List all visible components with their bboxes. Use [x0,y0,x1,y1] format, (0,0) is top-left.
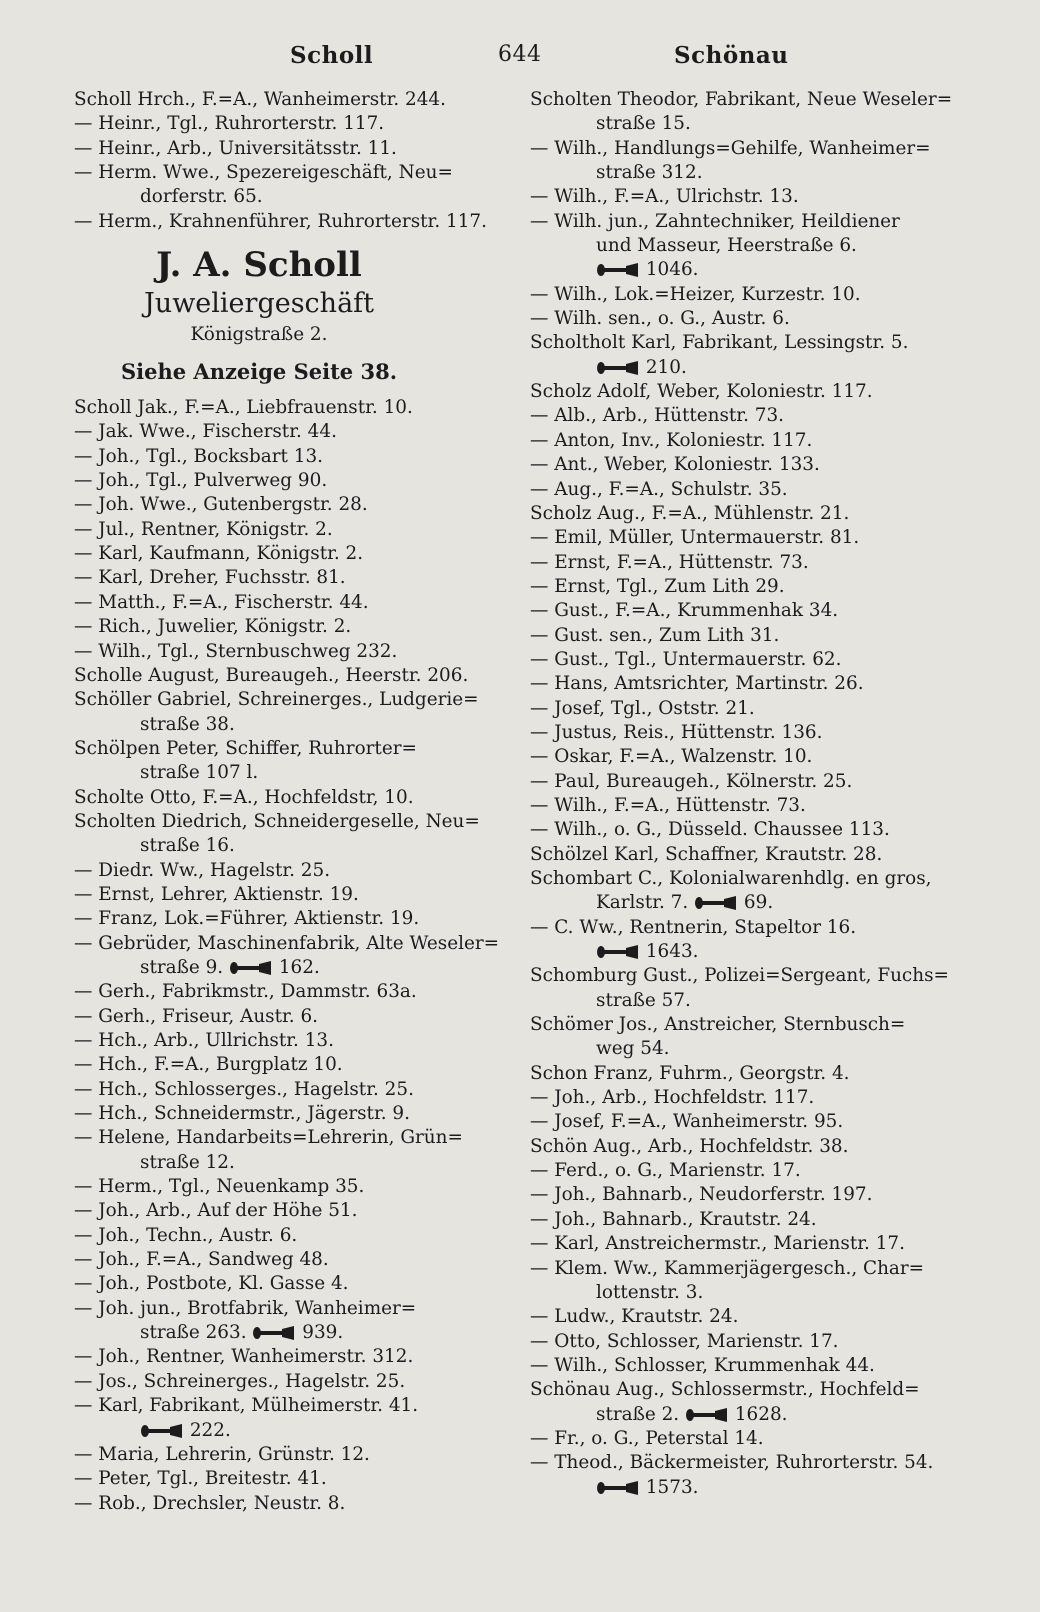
entry-text: — Joh., Rentner, Wanheimerstr. 312. [74,1346,414,1368]
directory-entry [74,112,504,136]
directory-entry [530,940,978,964]
directory-entry [530,1086,978,1110]
entry-text: straße 16. [140,835,235,857]
directory-entry [74,834,504,858]
entry-text: — Ernst, F.=A., Hüttenstr. 73. [530,551,809,573]
directory-entry [74,664,504,688]
entry-text: — Diedr. Ww., Hagelstr. 25. [74,859,331,881]
entry-text: Scholz Adolf, Weber, Koloniestr. 117. [530,381,873,403]
directory-entry [74,185,504,209]
directory-entry [74,1005,504,1029]
telephone-number: 69. [738,892,774,914]
directory-entry [530,1110,978,1134]
directory-entry [74,713,504,737]
entry-text: — Maria, Lehrerin, Grünstr. 12. [74,1443,370,1465]
entry-text: — Rich., Juwelier, Königstr. 2. [74,616,352,638]
directory-entry [74,810,504,834]
directory-entry [74,1053,504,1077]
entry-text: — Peter, Tgl., Breitestr. 41. [74,1468,327,1490]
entry-text: — Heinr., Tgl., Ruhrorterstr. 117. [74,113,385,135]
entry-text: Scholten Diedrich, Schneidergeselle, Neu= [74,810,480,832]
entry-text: — Ernst, Tgl., Zum Lith 29. [530,575,785,597]
directory-entry [74,1370,504,1394]
entry-text: — Rob., Drechsler, Neustr. 8. [74,1492,346,1514]
entry-text: lottenstr. 3. [596,1281,704,1303]
entry-text: weg 54. [596,1038,670,1060]
directory-entry [530,380,978,404]
entry-text: Schömer Jos., Anstreicher, Sternbusch= [530,1014,906,1036]
entry-text: — Wilh., Tgl., Sternbuschweg 232. [74,640,398,662]
page-number: 644 [498,42,542,67]
directory-entry [530,916,978,940]
entry-text: — Wilh., Schlosser, Krummenhak 44. [530,1354,875,1376]
directory-entry [74,907,504,931]
telephone-number: 939. [296,1322,344,1344]
entry-text: Scholle August, Bureaugeh., Heerstr. 206. [74,664,469,686]
directory-entry [530,258,978,282]
telephone-icon [694,896,738,910]
directory-entry [530,818,978,842]
telephone-number: 1643. [640,941,699,963]
directory-entry [74,420,504,444]
entry-text: straße 57. [596,989,691,1011]
entry-text: — Gebrüder, Maschinenfabrik, Alte Weseler= [74,932,500,954]
directory-entry [530,478,978,502]
entry-text: dorferstr. 65. [140,186,263,208]
directory-entry [74,1224,504,1248]
directory-entry [74,1151,504,1175]
directory-entry [74,956,504,980]
entry-text: — Wilh., Lok.=Heizer, Kurzestr. 10. [530,283,861,305]
entry-text: Scholl Jak., F.=A., Liebfrauenstr. 10. [74,397,413,419]
entry-text: — Herm., Krahnenführer, Ruhrorterstr. 117. [74,210,487,232]
ad-reference: Siehe Anzeige Seite 38. [120,359,398,385]
directory-entry [74,88,504,112]
telephone-icon [685,1408,729,1422]
entry-text: — Emil, Müller, Untermauerstr. 81. [530,527,860,549]
directory-entry [530,551,978,575]
directory-entry [530,161,978,185]
entry-text: straße 9. [140,956,224,978]
entry-text: — Helene, Handarbeits=Lehrerin, Grün= [74,1127,463,1149]
entry-text: Schon Franz, Fuhrm., Georgstr. 4. [530,1062,850,1084]
entry-text: straße 38. [140,713,235,735]
directory-entry [530,283,978,307]
directory-entry [530,867,978,891]
entry-text: Schölzel Karl, Schaffner, Krautstr. 28. [530,843,883,865]
directory-entry [530,1378,978,1402]
directory-entry [530,429,978,453]
entry-text: — Hch., Schlosserges., Hagelstr. 25. [74,1078,414,1100]
entry-text: Schöller Gabriel, Schreinerges., Ludgerie= [74,689,479,711]
directory-entry [74,1297,504,1321]
entry-text: — Otto, Schlosser, Marienstr. 17. [530,1330,839,1352]
entry-text: — Ernst, Lehrer, Aktienstr. 19. [74,883,359,905]
directory-entry [530,1427,978,1451]
directory-entry [530,356,978,380]
right-column [530,88,978,1500]
directory-entry [74,1175,504,1199]
directory-entry [530,891,978,915]
directory-entry [530,453,978,477]
directory-entry [530,88,978,112]
entry-text: — Anton, Inv., Koloniestr. 117. [530,429,813,451]
directory-entry [74,1419,504,1443]
entry-text: — Joh., Arb., Auf der Höhe 51. [74,1200,358,1222]
directory-entry [74,737,504,761]
entry-text: — Herm. Wwe., Spezereigeschäft, Neu= [74,162,453,184]
entry-text: — Paul, Bureaugeh., Kölnerstr. 25. [530,770,853,792]
directory-entry [530,1281,978,1305]
entry-text: — Hch., Arb., Ullrichstr. 13. [74,1030,334,1051]
entry-text: straße 107 l. [140,762,259,784]
entry-text: Schönau Aug., Schlossermstr., Hochfeld= [530,1379,920,1401]
directory-entry [530,721,978,745]
directory-entry [74,1492,504,1516]
telephone-icon [596,1481,640,1495]
entry-text: Scholz Aug., F.=A., Mühlenstr. 21. [530,502,850,524]
telephone-icon [596,263,640,277]
entry-text: — Hans, Amtsrichter, Martinstr. 26. [530,673,864,695]
entry-text: Scholtholt Karl, Fabrikant, Lessingstr. 5. [530,332,909,354]
directory-entry [74,445,504,469]
directory-entry [530,624,978,648]
entry-text: — Karl, Kaufmann, Königstr. 2. [74,543,364,565]
entry-text: — Wilh., F.=A., Hüttenstr. 73. [530,794,806,816]
entry-text: straße 15. [596,113,691,135]
directory-entry [74,210,504,234]
entry-text: — Wilh., Handlungs=Gehilfe, Wanheimer= [530,137,931,159]
directory-entry [530,1330,978,1354]
directory-entry [74,640,504,664]
entry-text: — Aug., F.=A., Schulstr. 35. [530,478,788,500]
telephone-number: 1573. [640,1476,699,1498]
entry-text: — Jos., Schreinerges., Hagelstr. 25. [74,1370,406,1392]
directory-entry [530,1159,978,1183]
entry-text: — Klem. Ww., Kammerjägergesch., Char= [530,1257,925,1279]
ad-business: Juweliergeschäft [143,288,375,320]
directory-entry [74,493,504,517]
entry-text: — Matth., F.=A., Fischerstr. 44. [74,591,369,613]
entry-text: — Theod., Bäckermeister, Ruhrorterstr. 54. [530,1452,934,1474]
directory-entry [530,1476,978,1500]
entry-text: — Gust., Tgl., Untermauerstr. 62. [530,648,842,670]
left-entries-bottom [74,396,504,1516]
directory-entry [74,1467,504,1491]
left-column [74,88,504,1516]
entry-text: und Masseur, Heerstraße 6. [596,235,857,257]
entry-text: — Hch., Schneidermstr., Jägerstr. 9. [74,1103,410,1125]
advertisement [74,242,444,394]
entry-text: — Karl, Fabrikant, Mülheimerstr. 41. [74,1395,419,1417]
directory-entry [530,575,978,599]
directory-entry [74,1029,504,1053]
entry-text: — Fr., o. G., Peterstal 14. [530,1427,764,1449]
directory-entry [74,932,504,956]
entry-text: — Gust. sen., Zum Lith 31. [530,624,780,646]
directory-entry [530,1354,978,1378]
entry-text: — Hch., F.=A., Burgplatz 10. [74,1054,343,1076]
directory-entry [530,1257,978,1281]
directory-entry [530,137,978,161]
telephone-number: 210. [640,356,687,378]
directory-entry [74,1248,504,1272]
entry-text: — Gerh., Friseur, Austr. 6. [74,1005,319,1027]
directory-entry [74,1102,504,1126]
entry-text: Karlstr. 7. [596,892,689,914]
directory-entry [74,542,504,566]
entry-text: — Joh., Bahnarb., Krautstr. 24. [530,1208,817,1230]
telephone-icon [252,1326,296,1340]
directory-entry [74,688,504,712]
directory-entry [530,648,978,672]
entry-text: — Jul., Rentner, Königstr. 2. [74,518,333,540]
directory-entry [530,1232,978,1256]
entry-text: — Joh. jun., Brotfabrik, Wanheimer= [74,1297,417,1319]
telephone-icon [596,945,640,959]
entry-text: — Joh., Tgl., Bocksbart 13. [74,445,324,467]
directory-entry [74,566,504,590]
directory-entry [530,307,978,331]
entry-text: — Josef, F.=A., Wanheimerstr. 95. [530,1111,844,1133]
entry-text: straße 12. [140,1151,235,1173]
entry-text: Schomburg Gust., Polizei=Sergeant, Fuchs= [530,965,949,987]
entry-text: — Wilh. sen., o. G., Austr. 6. [530,308,790,330]
directory-entry [74,615,504,639]
directory-entry [74,469,504,493]
directory-entry [530,1135,978,1159]
directory-entry [74,396,504,420]
directory-entry [530,843,978,867]
telephone-number: 222. [184,1419,231,1441]
entry-text: — Josef, Tgl., Oststr. 21. [530,697,755,719]
entry-text: — Alb., Arb., Hüttenstr. 73. [530,405,785,427]
entry-text: — C. Ww., Rentnerin, Stapeltor 16. [530,916,857,938]
entry-text: — Oskar, F.=A., Walzenstr. 10. [530,746,813,768]
directory-entry [74,1321,504,1345]
directory-entry [530,794,978,818]
entry-text: — Joh., Postbote, Kl. Gasse 4. [74,1273,349,1295]
entry-text: — Justus, Reis., Hüttenstr. 136. [530,721,823,743]
ad-street: Königstraße 2. [190,324,328,346]
entry-text: — Joh., Arb., Hochfeldstr. 117. [530,1087,815,1109]
directory-entry [530,1208,978,1232]
entry-text: — Joh. Wwe., Gutenbergstr. 28. [74,494,368,516]
telephone-icon [140,1424,184,1438]
running-head-right: Schönau [674,42,789,69]
directory-entry [74,1345,504,1369]
entry-text: — Ferd., o. G., Marienstr. 17. [530,1160,801,1182]
entry-text: — Jak. Wwe., Fischerstr. 44. [74,421,337,443]
directory-entry [530,964,978,988]
entry-text: — Joh., Tgl., Pulverweg 90. [74,470,328,492]
directory-entry [530,599,978,623]
directory-entry [530,185,978,209]
entry-text: — Wilh., F.=A., Ulrichstr. 13. [530,186,799,208]
entry-text: Scholten Theodor, Fabrikant, Neue Weseler= [530,89,953,110]
directory-entry [74,980,504,1004]
directory-entry [530,112,978,136]
running-head-left: Scholl [290,42,374,69]
directory-entry [530,1013,978,1037]
entry-text: — Heinr., Arb., Universitätsstr. 11. [74,137,397,159]
directory-entry [74,1126,504,1150]
directory-entry [74,591,504,615]
entry-text: Scholte Otto, F.=A., Hochfeldstr, 10. [74,786,414,808]
directory-entry [530,1062,978,1086]
entry-text: Schön Aug., Arb., Hochfeldstr. 38. [530,1135,849,1157]
entry-text: — Joh., Techn., Austr. 6. [74,1224,298,1246]
telephone-icon [596,361,640,375]
entry-text: straße 2. [596,1403,680,1425]
entry-text: — Karl, Anstreichermstr., Marienstr. 17. [530,1233,905,1255]
telephone-number: 1046. [640,259,699,281]
directory-entry [74,859,504,883]
entry-text: — Gerh., Fabrikmstr., Dammstr. 63a. [74,981,417,1003]
entry-text: Schombart C., Kolonialwarenhdlg. en gros, [530,868,932,889]
telephone-icon [229,961,273,975]
entry-text: Schölpen Peter, Schiffer, Ruhrorter= [74,737,417,759]
directory-entry [530,1451,978,1475]
directory-entry [530,989,978,1013]
directory-entry [74,1272,504,1296]
telephone-number: 1628. [729,1403,788,1425]
entry-text: Scholl Hrch., F.=A., Wanheimerstr. 244. [74,89,446,110]
telephone-number: 162. [273,956,320,978]
directory-entry [530,502,978,526]
directory-entry [530,770,978,794]
directory-entry [530,234,978,258]
entry-text: straße 263. [140,1322,247,1344]
right-entries [530,88,978,1500]
directory-entry [74,1394,504,1418]
entry-text: — Wilh., o. G., Düsseld. Chaussee 113. [530,819,890,841]
entry-text: — Ant., Weber, Koloniestr. 133. [530,454,820,476]
directory-entry [530,1403,978,1427]
directory-entry [530,1037,978,1061]
left-entries-top [74,88,504,234]
entry-text: — Ludw., Krautstr. 24. [530,1306,739,1328]
directory-entry [530,745,978,769]
directory-entry [530,210,978,234]
entry-text: — Joh., F.=A., Sandweg 48. [74,1249,329,1271]
ad-name: J. A. Scholl [156,245,362,286]
entry-text: — Joh., Bahnarb., Neudorferstr. 197. [530,1184,873,1206]
directory-entry [530,331,978,355]
directory-entry [74,883,504,907]
directory-entry [530,1305,978,1329]
entry-text: — Gust., F.=A., Krummenhak 34. [530,600,839,622]
entry-text: — Herm., Tgl., Neuenkamp 35. [74,1176,365,1198]
directory-entry [74,518,504,542]
directory-entry [74,761,504,785]
directory-entry [530,526,978,550]
entry-text: — Franz, Lok.=Führer, Aktienstr. 19. [74,908,420,930]
directory-entry [74,161,504,185]
directory-entry [530,672,978,696]
directory-entry [74,1443,504,1467]
directory-entry [530,404,978,428]
directory-entry [530,1183,978,1207]
entry-text: — Wilh. jun., Zahntechniker, Heildiener [530,210,900,232]
directory-entry [530,697,978,721]
entry-text: — Karl, Dreher, Fuchsstr. 81. [74,567,346,589]
entry-text: straße 312. [596,162,703,184]
directory-entry [74,1199,504,1223]
directory-entry [74,1078,504,1102]
directory-entry [74,786,504,810]
directory-entry [74,137,504,161]
